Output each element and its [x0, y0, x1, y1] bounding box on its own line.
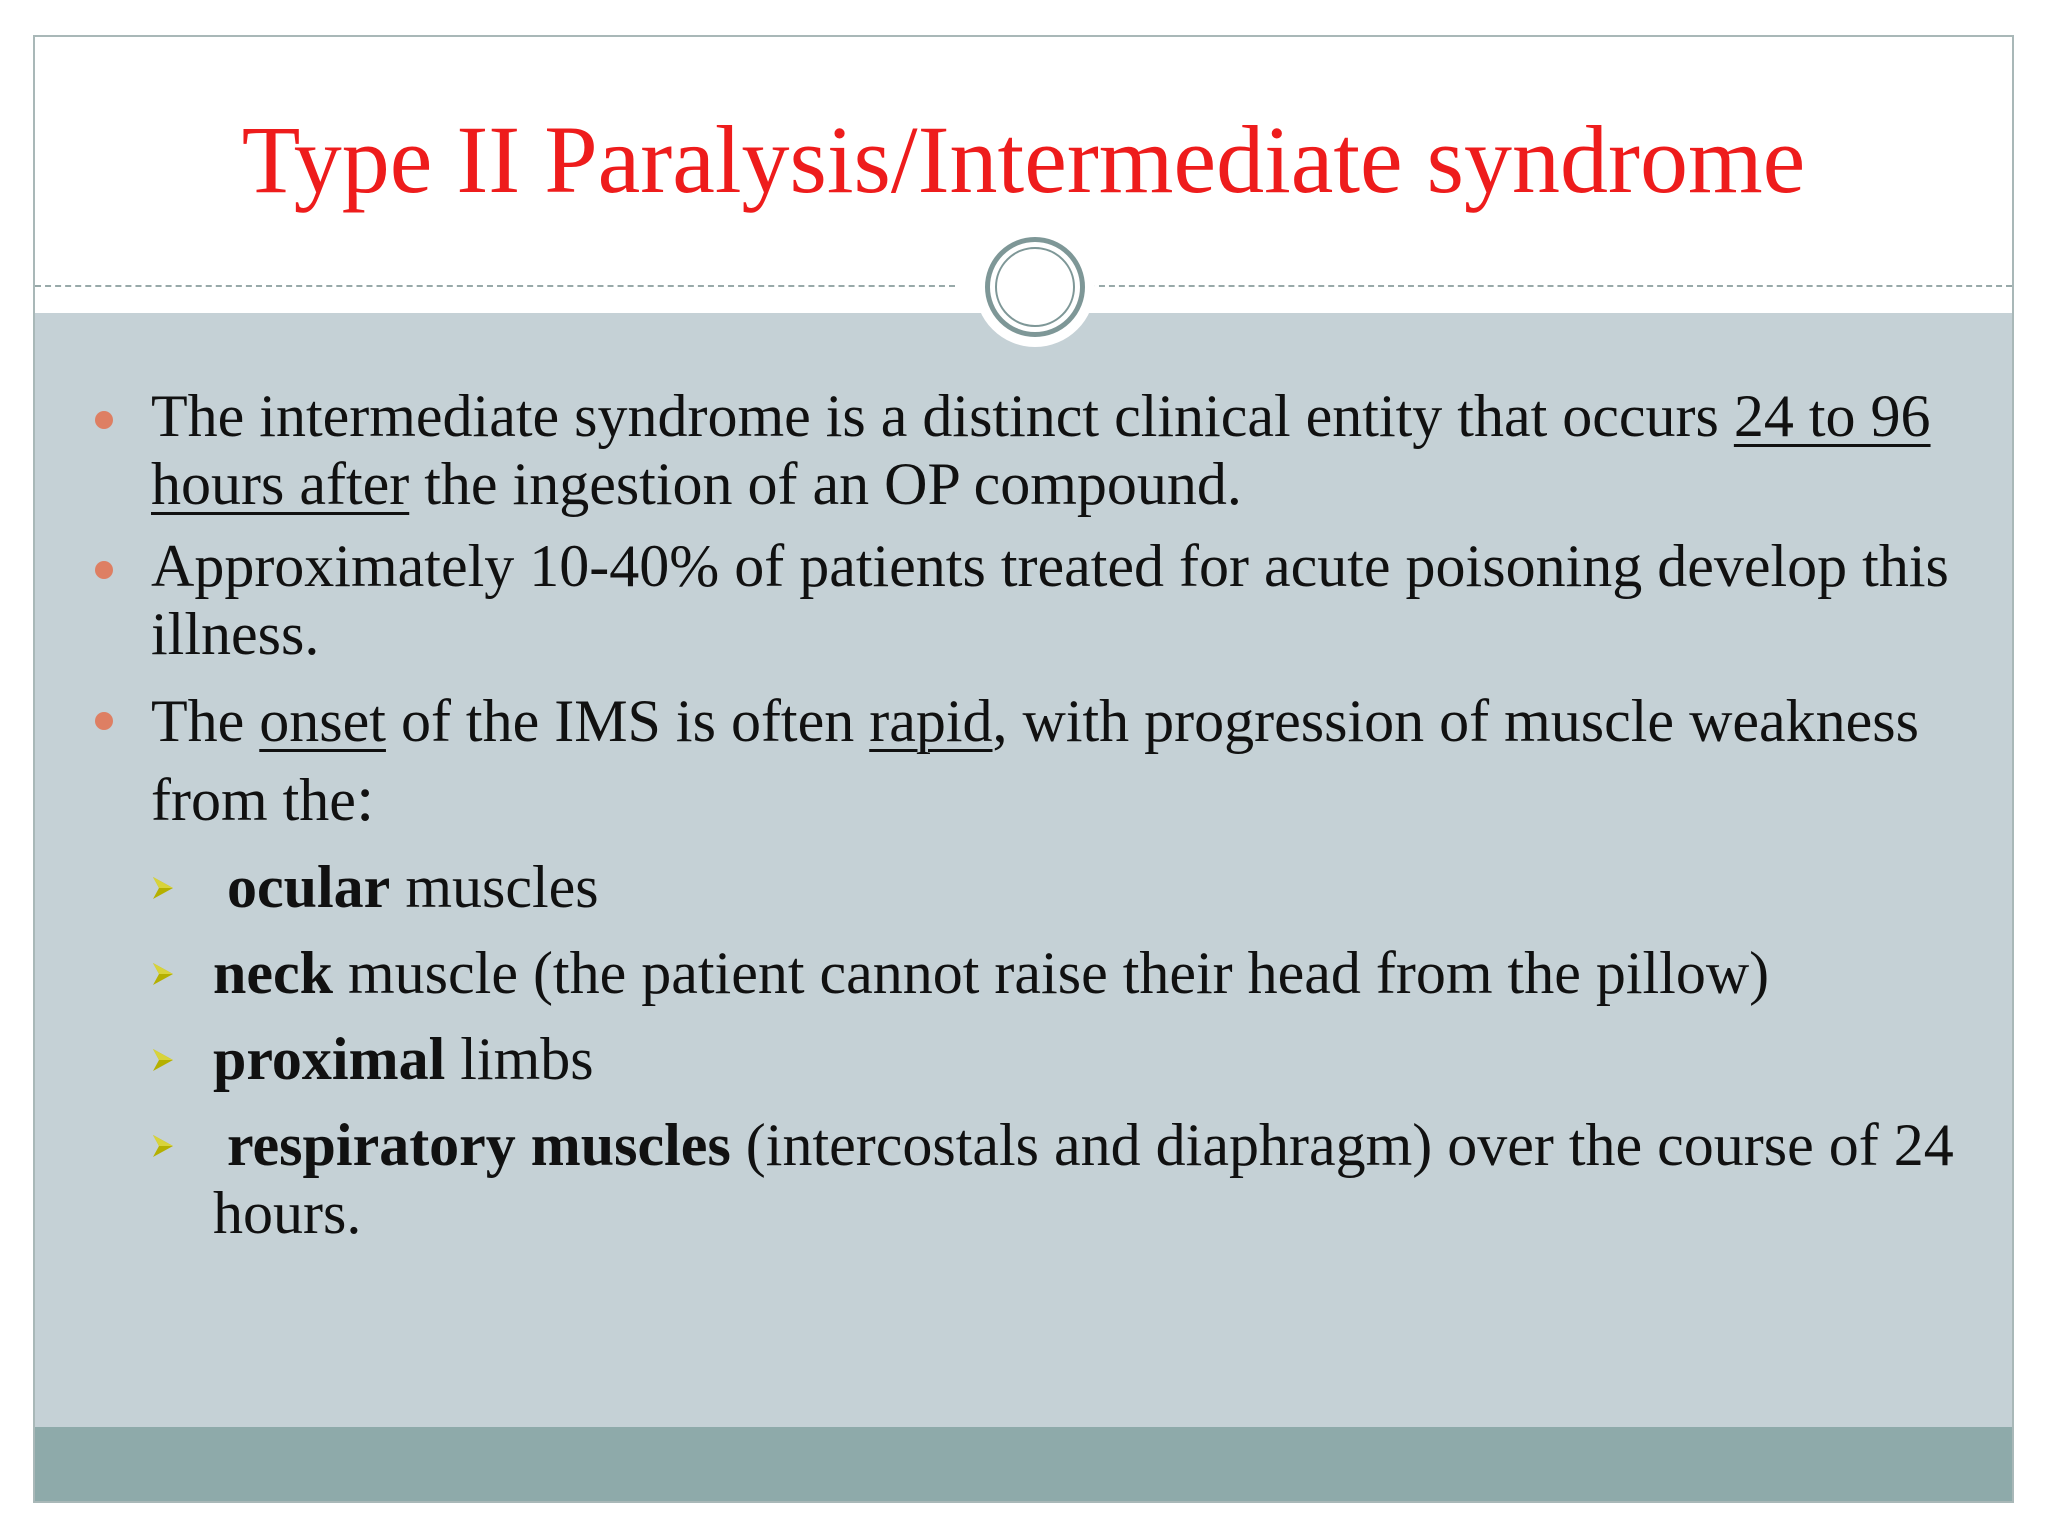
arrowhead-icon: [151, 875, 175, 901]
bullet-text: The intermediate syndrome is a distinct clinical entity that occurs: [151, 383, 1734, 449]
bullet-text: , with progression of muscle weakness from the: [151, 688, 1919, 833]
sub-item-proximal: [35, 1025, 2012, 1093]
bullet-dot-icon: [95, 411, 113, 429]
colon: :: [355, 762, 375, 835]
slide: [33, 35, 2014, 1503]
bullet-dot-icon: [95, 561, 113, 579]
bullet-text: The: [151, 688, 260, 754]
underlined-text: onset: [259, 688, 386, 754]
arrowhead-icon: [151, 961, 175, 987]
underlined-text: rapid: [869, 688, 993, 754]
dashed-divider-right: [1089, 285, 2012, 287]
sub-item-text: limbs: [445, 1026, 594, 1092]
footer-band: [35, 1427, 2012, 1501]
sub-item-ocular: [35, 853, 2012, 921]
dashed-divider-left: [35, 285, 955, 287]
bullet-item-onset-time: [35, 382, 2012, 518]
bullet-item-incidence: [35, 532, 2012, 668]
slide-title: Type II Paralysis/Intermediate syndrome: [241, 106, 1806, 213]
sub-item-bold: respiratory muscles: [227, 1112, 731, 1178]
sub-item-neck: [35, 939, 2012, 1007]
sub-item-bold: neck: [213, 940, 333, 1006]
ring-ornament-icon: [975, 227, 1095, 347]
sub-item-text: (intercostals and diaphragm) over the course of 24 hours.: [213, 1112, 1954, 1246]
sub-item-respiratory: [35, 1111, 2012, 1247]
arrowhead-icon: [151, 1047, 175, 1073]
bullet-list: [35, 382, 2012, 1265]
arrowhead-icon: [151, 1133, 175, 1159]
bullet-dot-icon: [95, 712, 113, 730]
sub-item-bold: ocular: [227, 854, 391, 920]
underlined-text: 24 to 96 hours after: [151, 383, 1931, 517]
sub-item-bold: proximal: [213, 1026, 446, 1092]
bullet-item-progression: [35, 682, 2012, 839]
sub-item-text: muscle (the patient cannot raise their head from the pillow): [333, 940, 1770, 1006]
bullet-text: the ingestion of an OP compound.: [409, 451, 1242, 517]
bullet-text: of the IMS is often: [385, 688, 870, 754]
bullet-text: Approximately 10-40% of patients treated for acute poisoning develop this illness.: [151, 533, 1949, 667]
sub-item-text: muscles: [390, 854, 599, 920]
